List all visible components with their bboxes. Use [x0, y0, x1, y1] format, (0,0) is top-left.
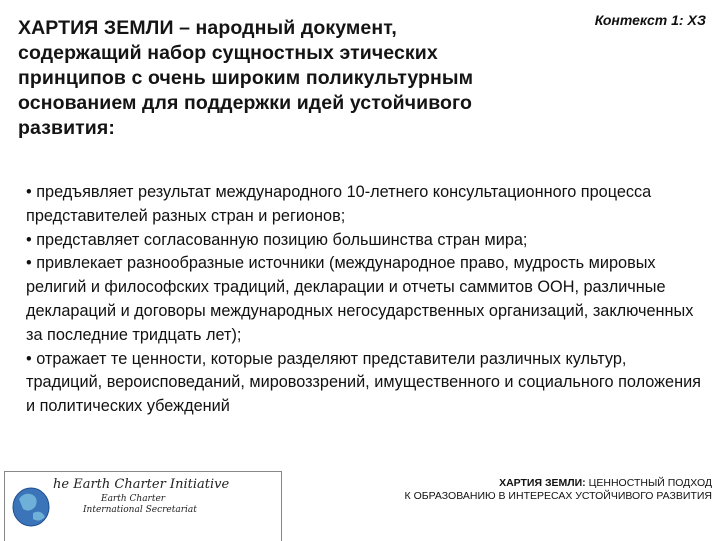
- context-label: Контекст 1: ХЗ: [594, 12, 706, 28]
- bullet-paragraph: • представляет согласованную позицию большинства стран мира;: [26, 230, 528, 249]
- footer-caption-bold: ХАРТИЯ ЗЕМЛИ:: [499, 477, 586, 489]
- footer-caption-rest: ЦЕННОСТНЫЙ ПОДХОД: [585, 477, 712, 489]
- bullet-paragraph: • привлекает разнообразные источники (международное право, мудрость мировых религий и философских традиций, декларации и отчеты саммитов ООН, различные деклараций и договоры международных негосударственных организаций, заключенных за последние тридцать лет);: [26, 254, 694, 344]
- bullet-paragraph: • отражает те ценности, которые разделяют представители различных культур, традиций, вероисповеданий, мировоззрений, имущественного и социального положения и политических убеждений: [26, 349, 701, 416]
- bullet-paragraph: • предъявляет результат международного 10-летнего консультационного процесса представителей разных стран и регионов;: [26, 183, 652, 225]
- globe-icon: [9, 477, 53, 527]
- footer-caption: [292, 477, 712, 503]
- secretariat-line-2: International Secretariat: [83, 505, 197, 515]
- footer: [0, 471, 720, 540]
- secretariat-line-1: Earth Charter: [101, 494, 166, 504]
- initiative-name: he Earth Charter Initiative: [53, 477, 230, 492]
- page-title: ХАРТИЯ ЗЕМЛИ – народный документ, содержащий набор сущностных этических принципов с очень широким поликультурным основанием для поддержки идей устойчивого развития:: [18, 17, 474, 139]
- body-text: [26, 181, 706, 419]
- earth-charter-logo-box: [4, 471, 282, 541]
- footer-caption-line-2: К ОБРАЗОВАНИЮ В ИНТЕРЕСАХ УСТОЙЧИВОГО РАЗВИТИЯ: [404, 490, 712, 502]
- footer-caption-line-1: [292, 477, 712, 490]
